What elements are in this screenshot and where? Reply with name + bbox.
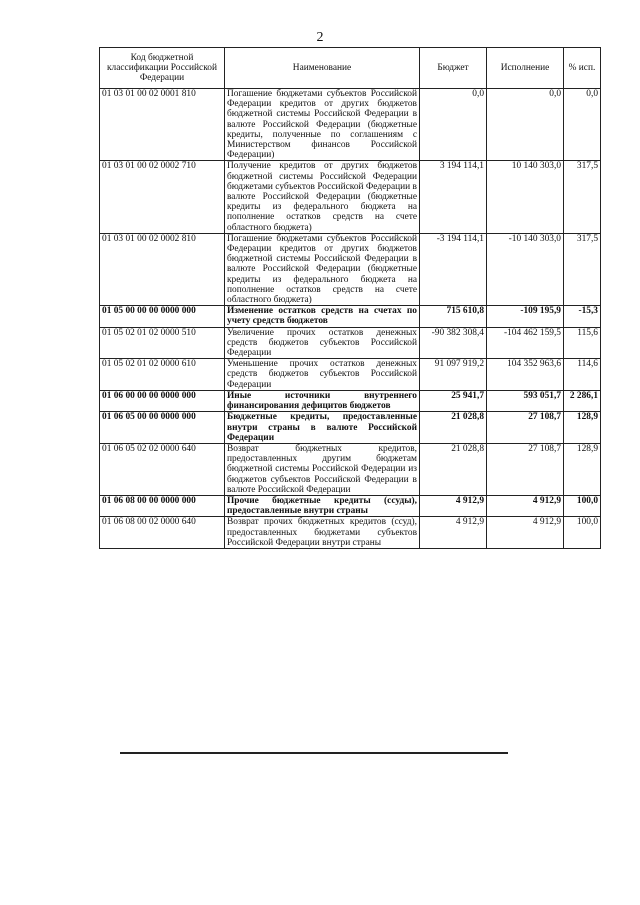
cell-budget: 4 912,9 xyxy=(420,517,487,549)
cell-code: 01 06 00 00 00 0000 000 xyxy=(100,390,225,411)
cell-code: 01 03 01 00 02 0002 710 xyxy=(100,161,225,233)
table-row xyxy=(100,306,601,327)
table-row xyxy=(100,161,601,233)
cell-code: 01 06 05 00 00 0000 000 xyxy=(100,412,225,444)
cell-budget: 3 194 114,1 xyxy=(420,161,487,233)
header-execution: Исполнение xyxy=(487,48,564,89)
cell-execution: 27 108,7 xyxy=(487,412,564,444)
table-row xyxy=(100,495,601,516)
cell-name: Возврат бюджетных кредитов, предоставленных другим бюджетам бюджетной системы Российской Федерации из бюджетов субъектов Российской Федерации в валюте Российской Федерации xyxy=(225,443,420,495)
cell-code: 01 06 05 02 02 0000 640 xyxy=(100,443,225,495)
table-row xyxy=(100,412,601,444)
cell-execution: -10 140 303,0 xyxy=(487,233,564,305)
table-row xyxy=(100,517,601,549)
header-code: Код бюджетной классификации Российской Федерации xyxy=(100,48,225,89)
cell-name: Прочие бюджетные кредиты (ссуды), предоставленные внутри страны xyxy=(225,495,420,516)
cell-execution: 104 352 963,6 xyxy=(487,359,564,391)
budget-sources-table xyxy=(99,47,601,549)
cell-execution: 4 912,9 xyxy=(487,517,564,549)
page-number: 2 xyxy=(316,30,324,45)
header-budget: Бюджет xyxy=(420,48,487,89)
table-row xyxy=(100,89,601,161)
cell-budget: 0,0 xyxy=(420,89,487,161)
header-name: Наименование xyxy=(225,48,420,89)
cell-execution: 0,0 xyxy=(487,89,564,161)
cell-budget: -3 194 114,1 xyxy=(420,233,487,305)
cell-budget: 21 028,8 xyxy=(420,443,487,495)
header-percent: % исп. xyxy=(564,48,601,89)
cell-percent: -15,3 xyxy=(564,306,601,327)
cell-name: Иные источники внутреннего финансирования дефицитов бюджетов xyxy=(225,390,420,411)
cell-name: Изменение остатков средств на счетах по учету средств бюджетов xyxy=(225,306,420,327)
cell-budget: 715 610,8 xyxy=(420,306,487,327)
cell-percent: 114,6 xyxy=(564,359,601,391)
cell-execution: 27 108,7 xyxy=(487,443,564,495)
cell-execution: 593 051,7 xyxy=(487,390,564,411)
cell-execution: -109 195,9 xyxy=(487,306,564,327)
table-row xyxy=(100,233,601,305)
cell-code: 01 06 08 00 02 0000 640 xyxy=(100,517,225,549)
cell-name: Погашение бюджетами субъектов Российской Федерации кредитов от других бюджетов бюджетной системы Российской Федерации в валюте Российской Федерации (бюджетные кредиты из федерального бюджета на пополнение остатков средств на счете областного бюджета) xyxy=(225,233,420,305)
cell-budget: -90 382 308,4 xyxy=(420,327,487,359)
cell-percent: 317,5 xyxy=(564,161,601,233)
cell-budget: 21 028,8 xyxy=(420,412,487,444)
cell-percent: 128,9 xyxy=(564,412,601,444)
cell-name: Увеличение прочих остатков денежных средств бюджетов субъектов Российской Федерации xyxy=(225,327,420,359)
cell-code: 01 05 02 01 02 0000 610 xyxy=(100,359,225,391)
cell-percent: 2 286,1 xyxy=(564,390,601,411)
cell-code: 01 03 01 00 02 0002 810 xyxy=(100,233,225,305)
table-header-row xyxy=(100,48,601,89)
cell-budget: 25 941,7 xyxy=(420,390,487,411)
cell-name: Возврат прочих бюджетных кредитов (ссуд), предоставленных бюджетами субъектов Российской Федерации внутри страны xyxy=(225,517,420,549)
cell-percent: 115,6 xyxy=(564,327,601,359)
cell-name: Уменьшение прочих остатков денежных средств бюджетов субъектов Российской Федерации xyxy=(225,359,420,391)
cell-code: 01 06 08 00 00 0000 000 xyxy=(100,495,225,516)
cell-percent: 100,0 xyxy=(564,495,601,516)
cell-code: 01 05 00 00 00 0000 000 xyxy=(100,306,225,327)
cell-code: 01 03 01 00 02 0001 810 xyxy=(100,89,225,161)
cell-name: Бюджетные кредиты, предоставленные внутри страны в валюте Российской Федерации xyxy=(225,412,420,444)
cell-percent: 100,0 xyxy=(564,517,601,549)
cell-budget: 4 912,9 xyxy=(420,495,487,516)
cell-percent: 128,9 xyxy=(564,443,601,495)
cell-code: 01 05 02 01 02 0000 510 xyxy=(100,327,225,359)
table-row xyxy=(100,390,601,411)
cell-percent: 0,0 xyxy=(564,89,601,161)
bottom-divider xyxy=(120,752,508,754)
cell-execution: 4 912,9 xyxy=(487,495,564,516)
cell-name: Погашение бюджетами субъектов Российской Федерации кредитов от других бюджетов бюджетной системы Российской Федерации в валюте Российской Федерации (бюджетные кредиты, полученные по соглашениям с Министерством финансов Российской Федерации) xyxy=(225,89,420,161)
table-row xyxy=(100,443,601,495)
cell-execution: -104 462 159,5 xyxy=(487,327,564,359)
cell-name: Получение кредитов от других бюджетов бюджетной системы Российской Федерации бюджетами субъектов Российской Федерации в валюте Российской Федерации (бюджетные кредиты из федерального бюджета на пополнение остатков средств на счете областного бюджета) xyxy=(225,161,420,233)
table-row xyxy=(100,327,601,359)
table-body xyxy=(100,89,601,549)
cell-percent: 317,5 xyxy=(564,233,601,305)
cell-execution: 10 140 303,0 xyxy=(487,161,564,233)
cell-budget: 91 097 919,2 xyxy=(420,359,487,391)
table-row xyxy=(100,359,601,391)
